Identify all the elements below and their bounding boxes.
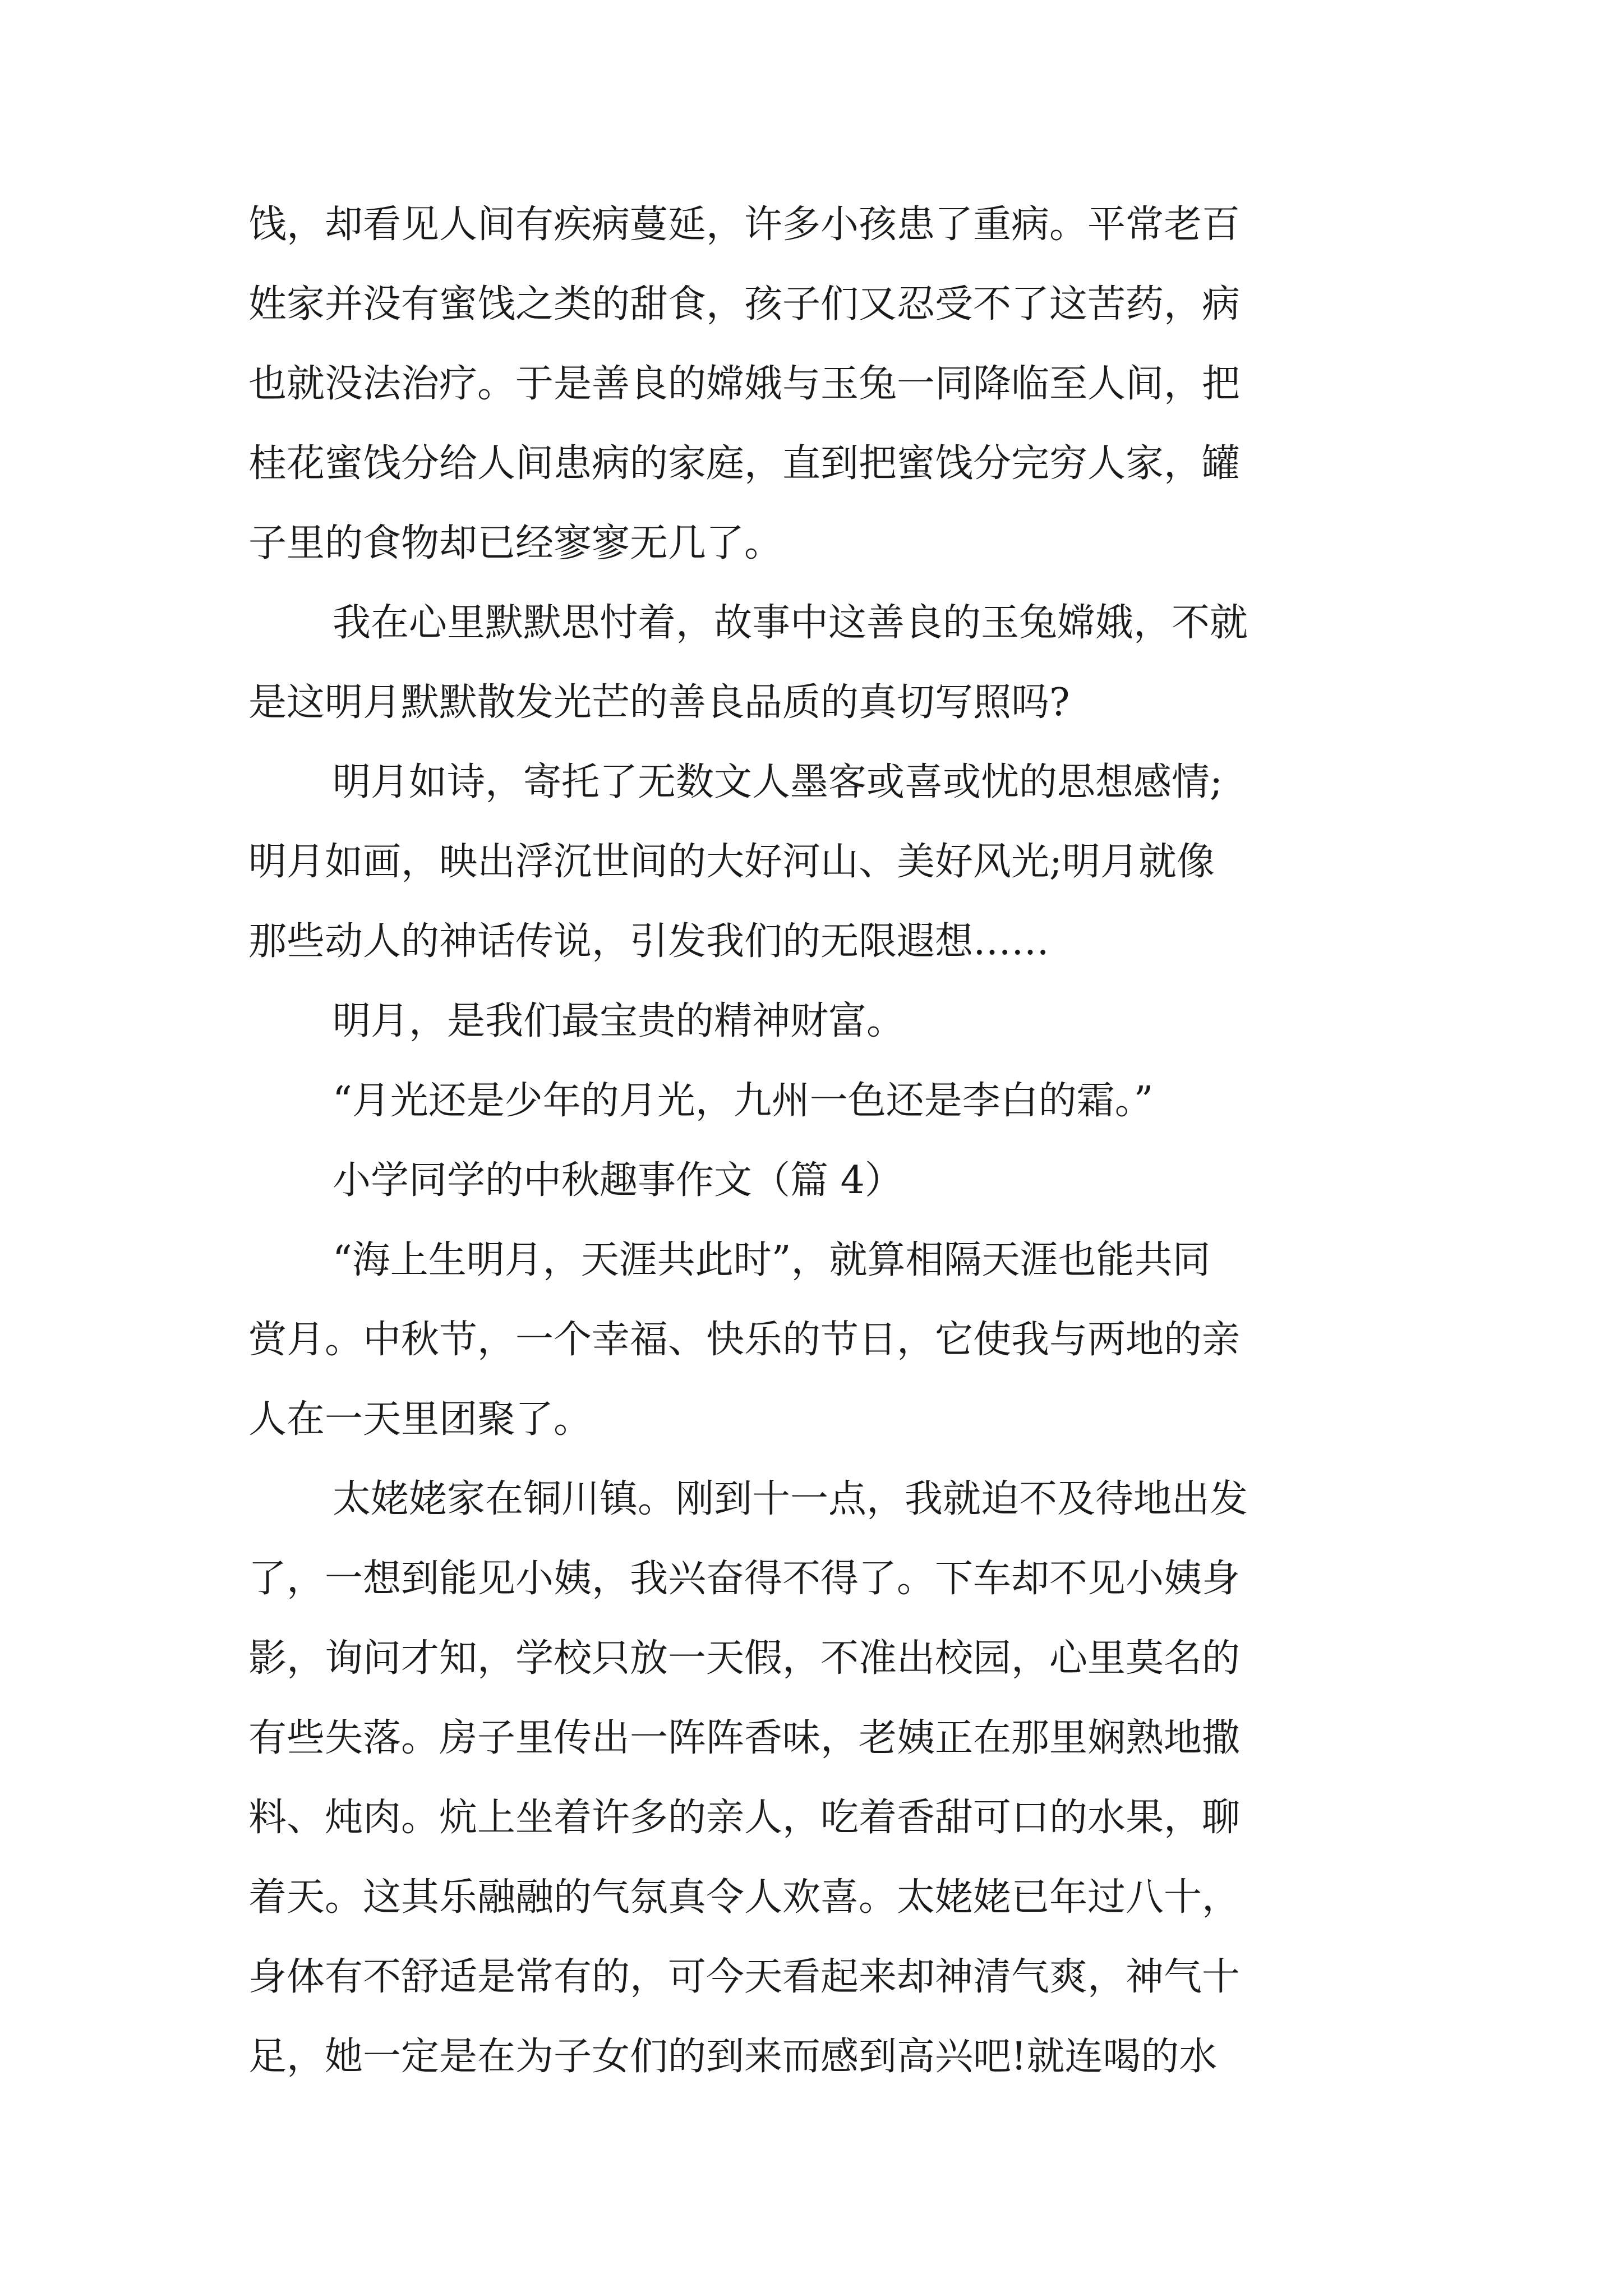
text-line-12: “月光还是少年的月光，九州一色还是李白的霜。”	[333, 1079, 1154, 1123]
text-line-9: 明月如画，映出浮沉世间的大好河山、美好风光;明月就像	[248, 840, 1215, 884]
text-line-16: 人在一天里团聚了。	[248, 1397, 592, 1442]
text-line-20: 有些失落。房子里传出一阵阵香味，老姨正在那里娴熟地撒	[248, 1716, 1241, 1760]
text-line-23: 身体有不舒适是常有的，可今天看起来却神清气爽，神气十	[248, 1955, 1241, 1999]
text-line-19: 影，询问才知，学校只放一天假，不准出校园，心里莫名的	[248, 1636, 1241, 1681]
text-line-15: 赏月。中秋节，一个幸福、快乐的节日，它使我与两地的亲	[248, 1318, 1241, 1362]
section-heading: 小学同学的中秋趣事作文（篇 4）	[333, 1158, 903, 1203]
text-line-7: 是这明月默默散发光芒的善良品质的真切写照吗?	[248, 680, 1070, 725]
text-line-5: 子里的食物却已经寥寥无几了。	[248, 521, 783, 565]
text-line-2: 姓家并没有蜜饯之类的甜食，孩子们又忍受不了这苦药，病	[248, 282, 1241, 326]
text-line-22: 着天。这其乐融融的气氛真令人欢喜。太姥姥已年过八十，	[248, 1875, 1241, 1920]
text-line-6: 我在心里默默思忖着，故事中这善良的玉兔嫦娥，不就	[333, 601, 1248, 645]
text-line-8: 明月如诗，寄托了无数文人墨客或喜或忧的思想感情;	[333, 760, 1223, 804]
text-line-1: 饯，却看见人间有疾病蔓延，许多小孩患了重病。平常老百	[248, 203, 1241, 247]
text-line-10: 那些动人的神话传说，引发我们的无限遐想……	[248, 919, 1050, 964]
text-line-17: 太姥姥家在铜川镇。刚到十一点，我就迫不及待地出发	[333, 1477, 1248, 1521]
text-line-24: 足，她一定是在为子女们的到来而感到高兴吧!就连喝的水	[248, 2035, 1218, 2079]
text-line-18: 了，一想到能见小姨，我兴奋得不得了。下车却不见小姨身	[248, 1557, 1241, 1601]
text-line-4: 桂花蜜饯分给人间患病的家庭，直到把蜜饯分完穷人家，罐	[248, 441, 1241, 486]
text-line-3: 也就没法治疗。于是善良的嫦娥与玉兔一同降临至人间，把	[248, 362, 1241, 406]
text-line-11: 明月，是我们最宝贵的精神财富。	[333, 999, 905, 1043]
document-body	[248, 185, 1404, 2097]
text-line-14: “海上生明月，天涯共此时”，就算相隔天涯也能共同	[333, 1238, 1211, 1282]
text-line-21: 料、炖肉。炕上坐着许多的亲人，吃着香甜可口的水果，聊	[248, 1796, 1241, 1840]
